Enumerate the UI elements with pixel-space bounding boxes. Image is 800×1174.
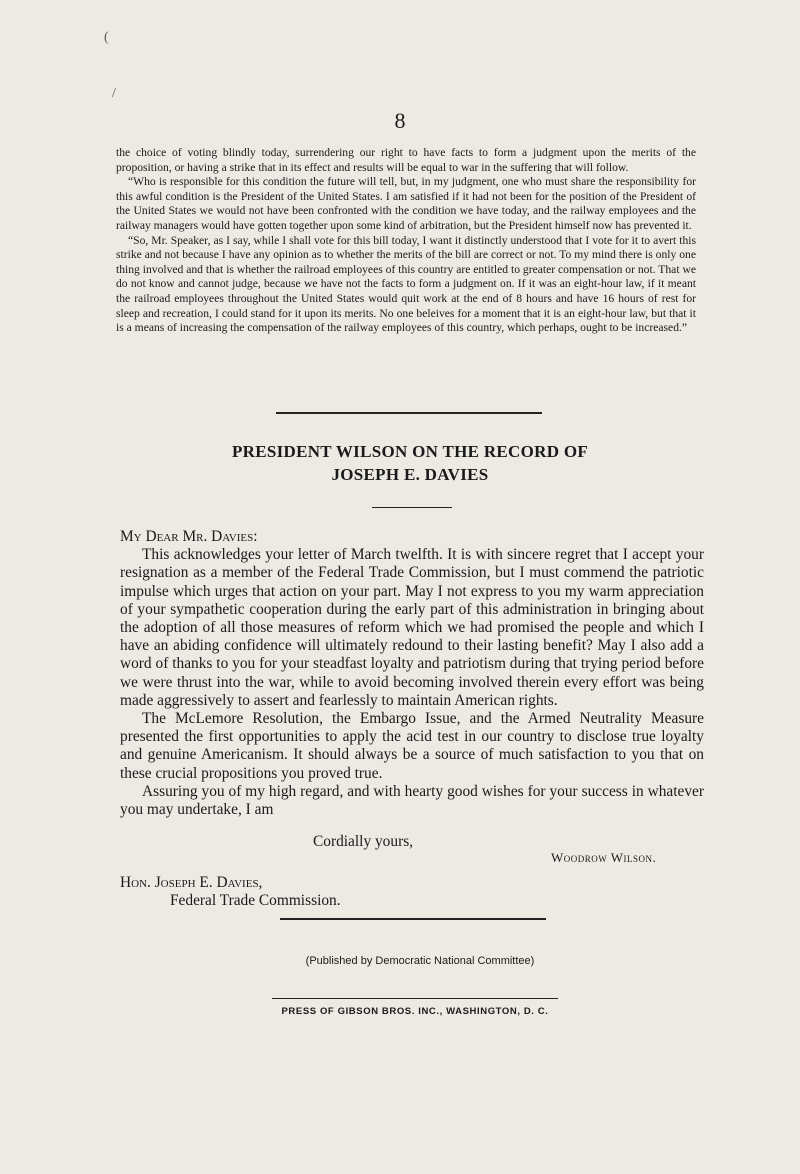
letter-paragraph: Assuring you of my high regard, and with hearty good wishes for your success in whatever you may undertake, I am: [120, 782, 704, 819]
addressee-name: Hon. Joseph E. Davies,: [120, 874, 263, 891]
continued-paragraph: “So, Mr. Speaker, as I say, while I shall vote for this bill today, I want it distinctly understood that I vote for it to avert this strike and not because I have any opinion as to whether the merits of the bill are correct or not. To my mind there is only one thing involved and that is whether the railroad employees of this country are entitled to greater compensation or not. That we do not know and cannot judge, because we have not the facts to form a judgment on. If it was an eight-hour law, if it meant the railroad employees throughout the United States would quit work at the end of 8 hours and have 16 hours of rest for sleep and recreation, I could stand for it upon its merits. No one beleives for a moment that it is an eight-hour law, but that it is a means of increasing the compensation of the railway employees of this country, which perhaps, ought to be increased.”: [116, 233, 696, 335]
letter-paragraph: This acknowledges your letter of March twelfth. It is with sincere regret that I accept your resignation as a member of the Federal Trade Commission, but I must commend the patriotic impulse which urges that action on your part. May I not express to you my warm appreciation of your sympathetic cooperation during the early part of this administration in bringing about the adoption of all those measures of reform which we had promised the people and which I have an abiding confidence will ultimately redound to their lasting benefit? May I also add a word of thanks to you for your steadfast loyalty and patriotism during that trying period before we were thrust into the war, while to avoid becoming involved therein every effort was being made aggressively to assert and fearlessly to maintain American rights.: [120, 546, 704, 709]
addressee-block: [120, 874, 341, 910]
heading-line-1: PRESIDENT WILSON ON THE RECORD OF: [231, 442, 589, 461]
divider-rule: [280, 918, 546, 920]
addressee-title: Federal Trade Commission.: [170, 892, 341, 909]
publisher-note: (Published by Democratic National Committee): [305, 955, 535, 967]
letter-closing: Cordially yours,: [313, 833, 414, 850]
heading-line-2: JOSEPH E. DAVIES: [331, 465, 489, 484]
letter-body: [120, 528, 704, 819]
press-rule: [272, 998, 558, 999]
short-divider: [372, 507, 452, 508]
continued-paragraph: “Who is responsible for this condition the future will tell, but, in my judgment, one who must share the responsibility for this awful condition is the President of the United States. I am satisfied if it had not been for the position of the President of the United States we would not have been confronted with the condition we have today, and the railway employees and the railway managers would have gotten together upon some kind of arbitration, but the President himself now has prevented it.: [116, 175, 696, 232]
letter-signature: Woodrow Wilson.: [551, 850, 657, 865]
page-number: 8: [394, 108, 406, 133]
letter-paragraph: The McLemore Resolution, the Embargo Issue, and the Armed Neutrality Measure presented the first opportunities to apply the acid test in our country to disclose true loyalty and genuine Americanism. It should always be a source of much satisfaction to you that on these crucial propositions you proved true.: [120, 710, 704, 782]
letter-salutation: My Dear Mr. Davies:: [120, 528, 258, 545]
continued-paragraph: the choice of voting blindly today, surrendering our right to have facts to form a judgment upon the merits of the proposition, or having a strike that in its effect and results will be equal to war in the suffering that will follow.: [116, 146, 696, 174]
margin-mark: (: [104, 30, 109, 45]
section-heading: [0, 440, 800, 486]
press-imprint: PRESS OF GIBSON BROS. INC., WASHINGTON, D. C.: [281, 1006, 549, 1017]
margin-mark: /: [112, 86, 116, 101]
divider-rule: [276, 412, 542, 414]
continued-text-block: [116, 146, 696, 336]
